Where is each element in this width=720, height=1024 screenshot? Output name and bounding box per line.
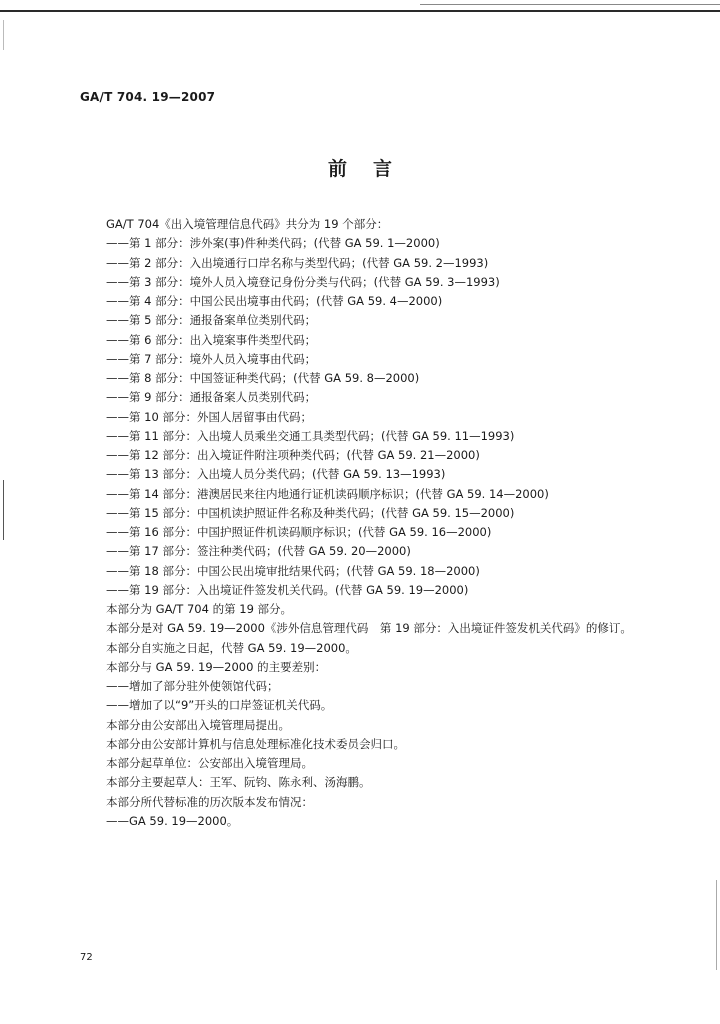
scan-edge-mark bbox=[3, 20, 4, 50]
text-line: 本部分自实施之日起，代替 GA 59. 19—2000。 bbox=[106, 640, 357, 655]
text-line: ——第 13 部分：入出境人员分类代码；(代替 GA 59. 13—1993) bbox=[106, 467, 446, 482]
text-line: ——第 14 部分：港澳居民来往内地通行证机读码顺序标识；(代替 GA 59. 14—2000) bbox=[106, 486, 549, 501]
top-rule bbox=[0, 10, 720, 12]
text-line: ——第 19 部分：入出境证件签发机关代码。(代替 GA 59. 19—2000) bbox=[106, 582, 469, 597]
document-code: GA/T 704. 19—2007 bbox=[80, 90, 216, 104]
text-line: ——第 9 部分：通报备案人员类别代码； bbox=[106, 390, 317, 405]
text-line: ——第 15 部分：中国机读护照证件名称及种类代码；(代替 GA 59. 15—2000) bbox=[106, 505, 515, 520]
text-line: ——第 10 部分：外国人居留事由代码； bbox=[106, 409, 312, 424]
text-line: ——增加了以“9”开头的口岸签证机关代码。 bbox=[106, 698, 333, 713]
text-line: ——增加了部分驻外使领馆代码； bbox=[106, 679, 279, 693]
text-line: ——第 12 部分：出入境证件附注项种类代码；(代替 GA 59. 21—2000) bbox=[106, 448, 480, 462]
scan-edge-mark bbox=[716, 880, 717, 970]
text-line: ——第 17 部分：签注种类代码；(代替 GA 59. 20—2000) bbox=[106, 544, 411, 559]
foreword-body bbox=[106, 215, 666, 831]
page-title: 前言 bbox=[327, 158, 418, 180]
text-line: ——第 1 部分：涉外案(事)件种类代码；(代替 GA 59. 1—2000) bbox=[106, 236, 440, 251]
text-line: ——GA 59. 19—2000。 bbox=[106, 813, 239, 828]
text-line: 本部分为 GA/T 704 的第 19 部分。 bbox=[106, 602, 293, 616]
text-line: 本部分所代替标准的历次版本发布情况： bbox=[106, 794, 313, 809]
text-line: 本部分是对 GA 59. 19—2000《涉外信息管理代码 第 19 部分：入出境证件签发机关代码》的修订。 bbox=[106, 621, 632, 636]
text-line: 本部分起草单位：公安部出入境管理局。 bbox=[106, 756, 313, 770]
top-thin-rule bbox=[420, 4, 720, 5]
text-line: ——第 7 部分：境外人员入境事由代码； bbox=[106, 351, 317, 366]
text-line: 本部分由公安部计算机与信息处理标准化技术委员会归口。 bbox=[106, 736, 405, 751]
text-line: 本部分与 GA 59. 19—2000 的主要差别： bbox=[106, 659, 327, 674]
text-line: ——第 6 部分：出入境案事件类型代码； bbox=[106, 332, 317, 347]
page-number: 72 bbox=[80, 952, 93, 963]
text-line: ——第 18 部分：中国公民出境审批结果代码；(代替 GA 59. 18—2000) bbox=[106, 563, 480, 578]
text-line: ——第 4 部分：中国公民出境事由代码；(代替 GA 59. 4—2000) bbox=[106, 294, 443, 308]
text-line: ——第 8 部分：中国签证种类代码；(代替 GA 59. 8—2000) bbox=[106, 371, 420, 385]
text-line: 本部分由公安部出入境管理局提出。 bbox=[106, 717, 290, 732]
scan-edge-mark bbox=[3, 480, 4, 540]
text-line: GA/T 704《出入境管理信息代码》共分为 19 个部分： bbox=[106, 217, 389, 231]
text-line: ——第 11 部分：入出境人员乘坐交通工具类型代码；(代替 GA 59. 11—1993) bbox=[106, 428, 515, 443]
text-line: ——第 16 部分：中国护照证件机读码顺序标识；(代替 GA 59. 16—2000) bbox=[106, 525, 492, 539]
text-line: ——第 3 部分：境外人员入境登记身份分类与代码；(代替 GA 59. 3—1993) bbox=[106, 274, 500, 289]
text-line: ——第 2 部分：入出境通行口岸名称与类型代码；(代替 GA 59. 2—1993) bbox=[106, 255, 489, 270]
text-line: 本部分主要起草人：王军、阮钧、陈永利、汤海鹏。 bbox=[106, 775, 371, 790]
text-line: ——第 5 部分：通报备案单位类别代码； bbox=[106, 313, 317, 328]
